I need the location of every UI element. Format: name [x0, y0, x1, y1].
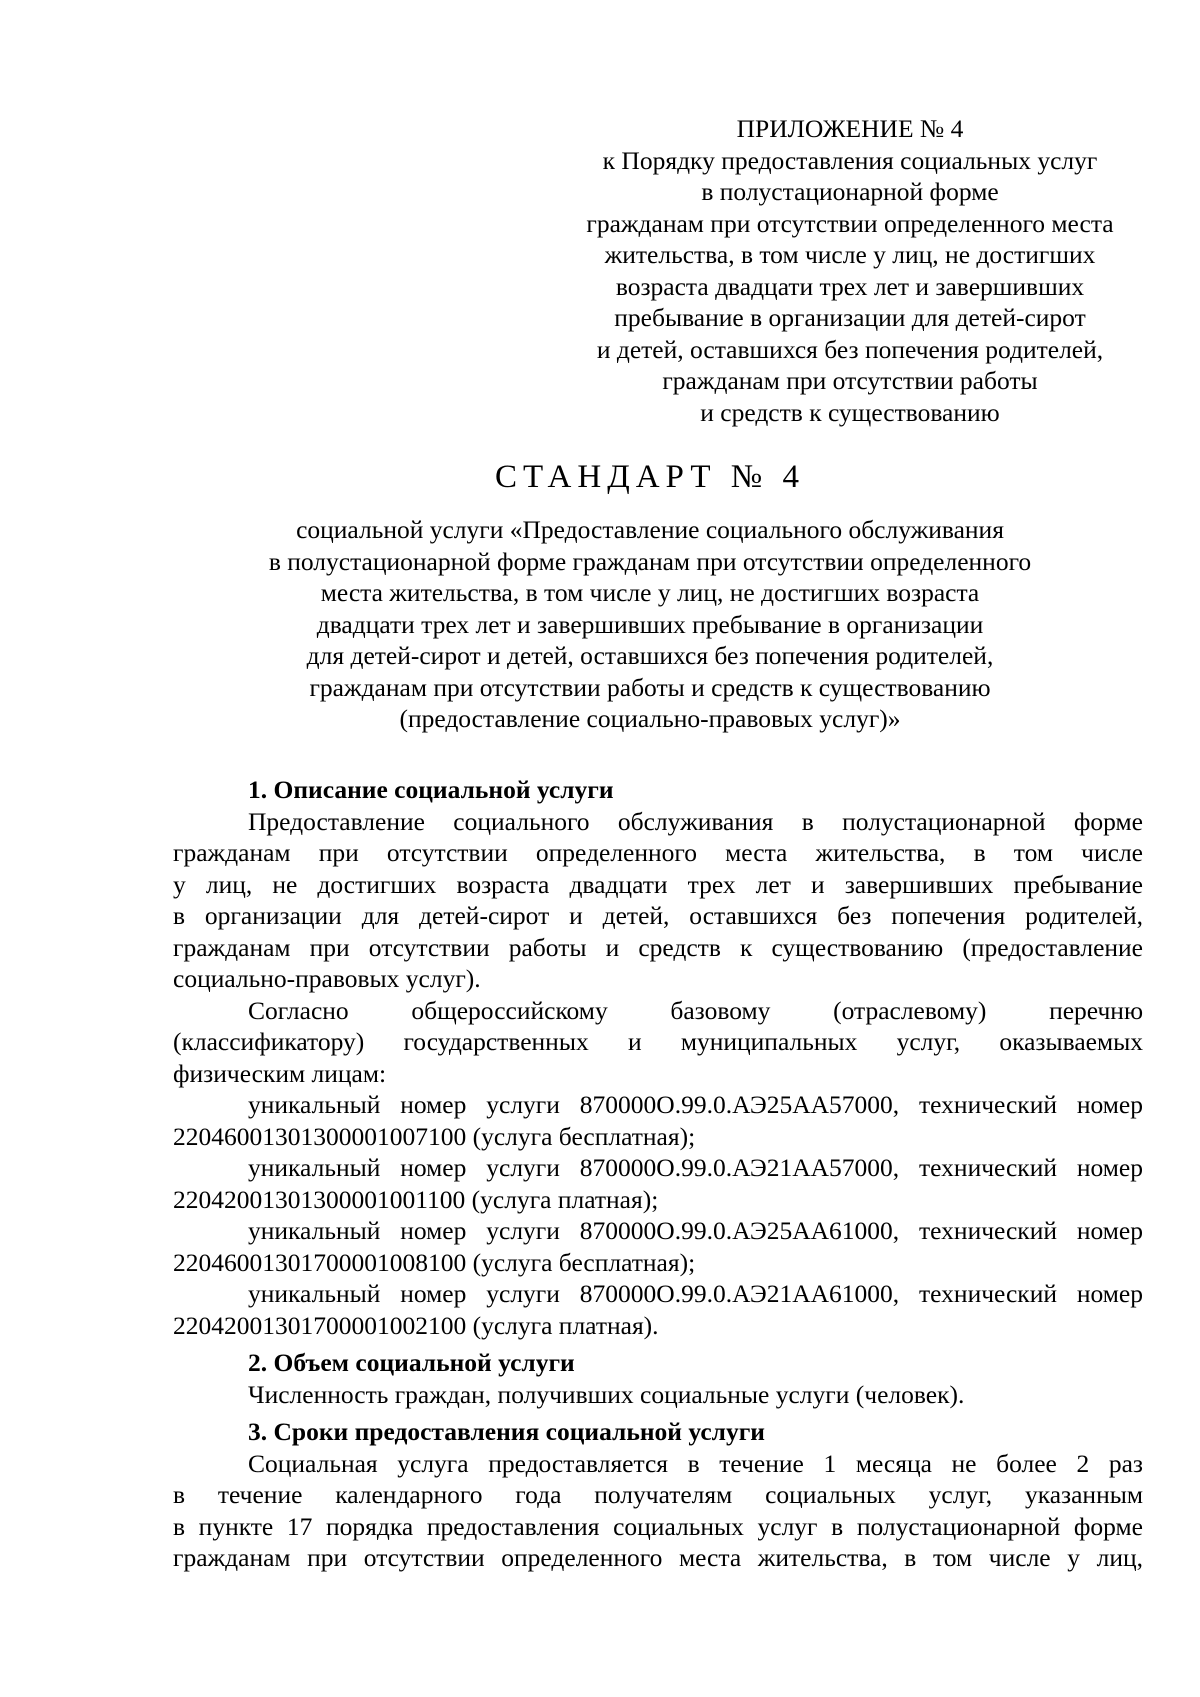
- service-number-line: 22046001301700001008100 (услуга бесплатная);: [173, 1247, 696, 1277]
- paragraph-line: в пункте 17 порядка предоставления социальных услуг в полустационарной форме: [173, 1511, 1143, 1541]
- appendix-line: жительства, в том числе у лиц, не достигших: [604, 240, 1096, 269]
- appendix-title: ПРИЛОЖЕНИЕ № 4: [736, 114, 964, 143]
- subtitle-line: для детей-сирот и детей, оставшихся без попечения родителей,: [306, 641, 994, 670]
- standard-title: СТАНДАРТ № 4: [495, 459, 805, 495]
- subtitle-line: социальной услуги «Предоставление социального обслуживания: [296, 515, 1004, 544]
- paragraph-line: гражданам при отсутствии определенного места жительства, в том числе у лиц,: [173, 1543, 1143, 1572]
- appendix-header: [560, 113, 1140, 428]
- service-number-line: уникальный номер услуги 870000О.99.0.АЭ21АА57000, технический номер: [248, 1153, 1143, 1182]
- paragraph-line: гражданам при отсутствии работы и средств к существованию (предоставление: [173, 932, 1143, 962]
- paragraph-line: у лиц, не достигших возраста двадцати трех лет и завершивших пребывание: [173, 869, 1143, 899]
- section-1-heading: 1. Описание социальной услуги: [248, 775, 614, 804]
- section-2-heading: 2. Объем социальной услуги: [248, 1348, 575, 1377]
- paragraph-line: в организации для детей-сирот и детей, оставшихся без попечения родителей,: [173, 901, 1143, 930]
- appendix-line: гражданам при отсутствии определенного места: [586, 208, 1114, 238]
- paragraph-line: социально-правовых услуг).: [173, 964, 481, 993]
- service-number-line: 22042001301700001002100 (услуга платная).: [173, 1310, 659, 1340]
- subtitle-line: гражданам при отсутствии работы и средств к существованию: [309, 672, 991, 702]
- subtitle-line: в полустационарной форме гражданам при отсутствии определенного: [268, 546, 1032, 576]
- paragraph-line: (классификатору) государственных и муниципальных услуг, оказываемых: [173, 1027, 1143, 1056]
- paragraph-line: физическим лицам:: [173, 1058, 387, 1088]
- appendix-line: и детей, оставшихся без попечения родителей,: [596, 334, 1104, 364]
- service-number-line: уникальный номер услуги 870000О.99.0.АЭ25АА61000, технический номер: [248, 1216, 1143, 1245]
- subtitle-line: места жительства, в том числе у лиц, не достигших возраста: [320, 578, 980, 607]
- document-body: [173, 774, 1143, 1574]
- subtitle-line: двадцати трех лет и завершивших пребывание в организации: [316, 609, 984, 639]
- subtitle-line: (предоставление социально-правовых услуг)»: [399, 704, 901, 733]
- paragraph-line: гражданам при отсутствии определенного места жительства, в том числе: [173, 838, 1143, 867]
- service-number-line: 22042001301300001001100 (услуга платная);: [173, 1184, 659, 1214]
- appendix-line: в полустационарной форме: [701, 177, 999, 206]
- appendix-line: и средств к существованию: [700, 397, 1000, 427]
- section-3-heading: 3. Сроки предоставления социальной услуги: [248, 1417, 765, 1446]
- service-number-line: 22046001301300001007100 (услуга бесплатная);: [173, 1121, 696, 1151]
- paragraph-line: Согласно общероссийскому базовому (отраслевому) перечню: [248, 995, 1143, 1025]
- appendix-line: к Порядку предоставления социальных услуг: [602, 145, 1098, 175]
- appendix-line: пребывание в организации для детей-сирот: [614, 303, 1086, 332]
- service-number-line: уникальный номер услуги 870000О.99.0.АЭ21АА61000, технический номер: [248, 1279, 1143, 1308]
- appendix-line: гражданам при отсутствии работы: [662, 366, 1038, 395]
- service-number-line: уникальный номер услуги 870000О.99.0.АЭ25АА57000, технический номер: [248, 1090, 1143, 1119]
- paragraph-line: в течение календарного года получателям социальных услуг, указанным: [173, 1480, 1143, 1509]
- paragraph-line: Предоставление социального обслуживания в полустационарной форме: [248, 806, 1143, 836]
- standard-subtitle: [160, 514, 1140, 735]
- paragraph-line: Численность граждан, получивших социальные услуги (человек).: [248, 1379, 965, 1409]
- appendix-line: возраста двадцати трех лет и завершивших: [615, 271, 1085, 301]
- paragraph-line: Социальная услуга предоставляется в течение 1 месяца не более 2 раз: [248, 1448, 1143, 1478]
